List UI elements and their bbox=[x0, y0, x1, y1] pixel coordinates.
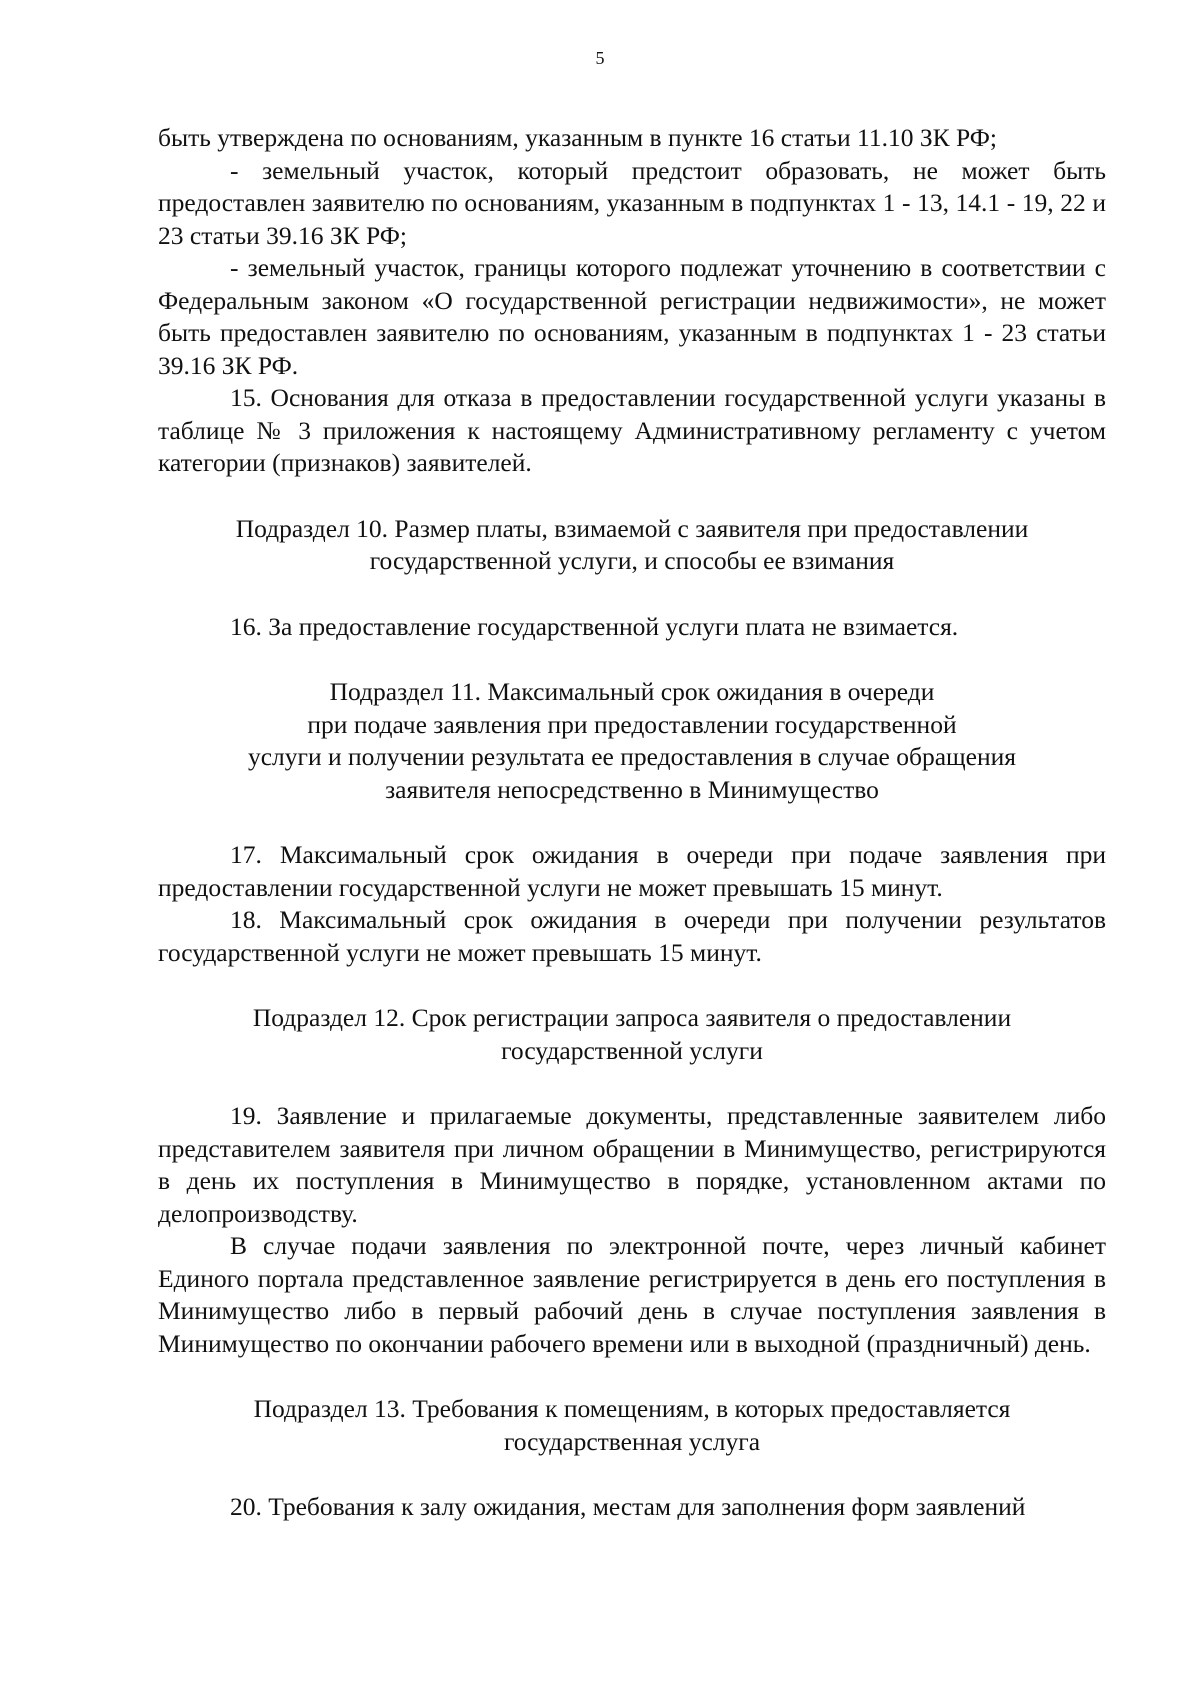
heading-line: Подраздел 10. Размер платы, взимаемой с заявителя при предоставлении bbox=[235, 513, 1029, 543]
heading-line: государственной услуги, и способы ее взимания bbox=[369, 546, 895, 575]
heading-line: услуги и получении результата ее предоставления в случае обращения bbox=[247, 742, 1017, 771]
heading-line: государственной услуги bbox=[501, 1035, 763, 1065]
heading-line: Подраздел 12. Срок регистрации запроса заявителя о предоставлении bbox=[252, 1003, 1012, 1032]
heading-line: при подаче заявления при предоставлении государственной bbox=[307, 709, 957, 739]
heading-line: Подраздел 11. Максимальный срок ожидания в очереди bbox=[329, 677, 935, 706]
section-heading-12 bbox=[158, 1002, 1106, 1067]
section-heading-11 bbox=[158, 676, 1106, 806]
paragraph: 20. Требования к залу ожидания, местам для заполнения форм заявлений bbox=[230, 1492, 1026, 1521]
page-number: 5 bbox=[595, 48, 605, 68]
paragraph: - земельный участок, который предстоит образовать, не может быть предоставлен заявителю по основаниям, указанным в подпунктах 1 - 13, 14.1 - 19, 22 и 23 статьи 39.16 ЗК РФ; bbox=[158, 155, 1106, 250]
document-body bbox=[158, 122, 1106, 1524]
section-heading-13 bbox=[158, 1393, 1106, 1458]
paragraph: 18. Максимальный срок ожидания в очереди при получении результатов государственной услуги не может превышать 15 минут. bbox=[158, 905, 1106, 967]
paragraph: 15. Основания для отказа в предоставлении государственной услуги указаны в таблице № 3 приложения к настоящему Административному регламенту с учетом категории (признаков) заявителей. bbox=[158, 383, 1106, 477]
heading-line: Подраздел 13. Требования к помещениям, в которых предоставляется bbox=[253, 1394, 1011, 1423]
paragraph: 17. Максимальный срок ожидания в очереди при подаче заявления при предоставлении государственной услуги не может превышать 15 минут. bbox=[158, 840, 1106, 902]
paragraph: 19. Заявление и прилагаемые документы, представленные заявителем либо представителем заявителя при личном обращении в Минимущество, регистрируются в день их поступления в Минимущество в порядке, установленном актами по делопроизводству. bbox=[158, 1101, 1106, 1228]
heading-line: государственная услуга bbox=[503, 1426, 761, 1456]
section-heading-10 bbox=[158, 513, 1106, 578]
heading-line: заявителя непосредственно в Минимущество bbox=[385, 774, 879, 804]
paragraph: В случае подачи заявления по электронной почте, через личный кабинет Единого портала представленное заявление регистрируется в день его поступления в Минимущество либо в первый рабочий день в случае поступления заявления в Минимущество по окончании рабочего времени или в выходной (праздничный) день. bbox=[158, 1231, 1106, 1358]
paragraph: 16. За предоставление государственной услуги плата не взимается. bbox=[230, 611, 959, 641]
paragraph: быть утверждена по основаниям, указанным в пункте 16 статьи 11.10 ЗК РФ; bbox=[158, 123, 997, 152]
paragraph: - земельный участок, границы которого подлежат уточнению в соответствии с Федеральным законом «О государственной регистрации недвижимости», не может быть предоставлен заявителю по основаниям, указанным в подпунктах 1 - 23 статьи 39.16 ЗК РФ. bbox=[158, 253, 1106, 380]
